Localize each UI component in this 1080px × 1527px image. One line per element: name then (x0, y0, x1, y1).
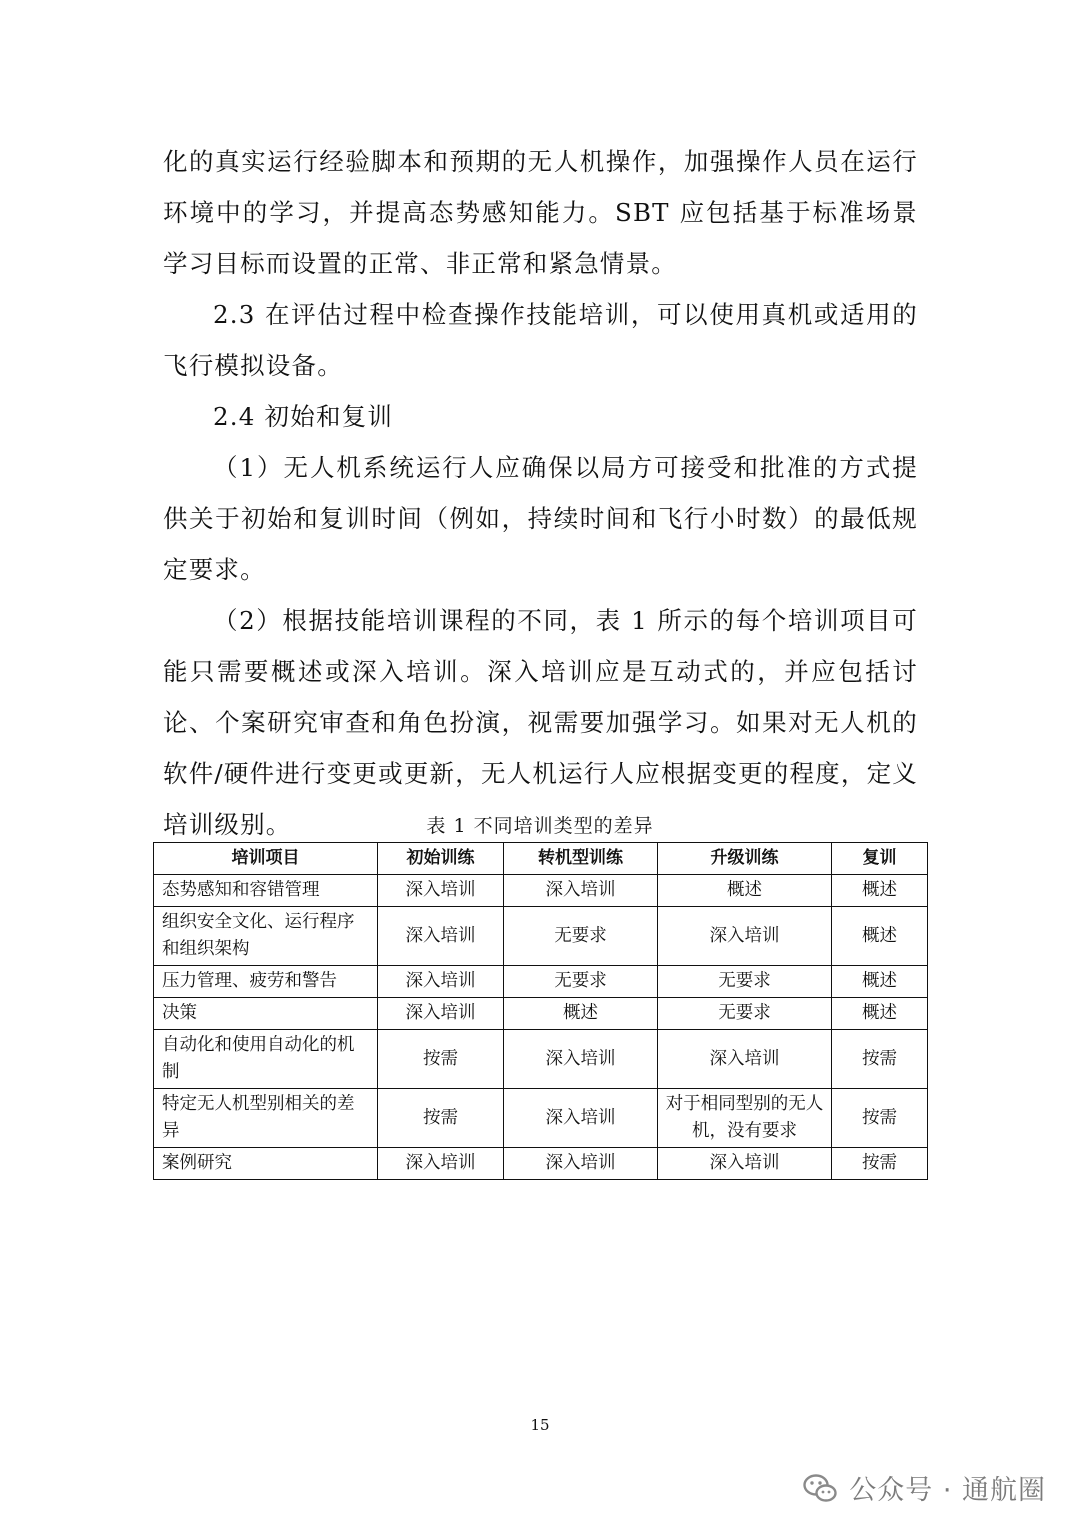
header-type-transition-training: 转机型训练 (504, 843, 658, 875)
cell-item: 组织安全文化、运行程序和组织架构 (154, 907, 378, 966)
wechat-watermark (803, 1468, 1046, 1507)
cell-transition: 无要求 (504, 907, 658, 966)
paragraph-item-2: （2）根据技能培训课程的不同，表 1 所示的每个培训项目可能只需要概述或深入培训。深入培训应是互动式的，并应包括讨论、个案研究审查和角色扮演，视需要加强学习。如果对无人机的软件/硬件进行变更或更新，无人机运行人应根据变更的程度，定义培训级别。 (163, 606, 918, 839)
cell-item: 自动化和使用自动化的机制 (154, 1030, 378, 1089)
header-initial-training: 初始训练 (378, 843, 504, 875)
cell-initial: 按需 (378, 1089, 504, 1148)
cell-recurrent: 概述 (832, 966, 928, 998)
cell-initial: 深入培训 (378, 1148, 504, 1180)
cell-upgrade: 深入培训 (658, 1030, 832, 1089)
cell-recurrent: 按需 (832, 1148, 928, 1180)
training-differences-table (153, 842, 928, 1180)
cell-initial: 深入培训 (378, 998, 504, 1030)
cell-item: 特定无人机型别相关的差异 (154, 1089, 378, 1148)
paragraph-2-3: 2.3 在评估过程中检查操作技能培训，可以使用真机或适用的飞行模拟设备。 (163, 300, 918, 380)
cell-upgrade: 无要求 (658, 966, 832, 998)
page-number: 15 (530, 1416, 550, 1434)
table-header-row (154, 843, 928, 875)
table-row (154, 907, 928, 966)
cell-recurrent: 概述 (832, 875, 928, 907)
cell-item: 态势感知和容错管理 (154, 875, 378, 907)
header-upgrade-training: 升级训练 (658, 843, 832, 875)
header-training-item: 培训项目 (154, 843, 378, 875)
cell-initial: 按需 (378, 1030, 504, 1089)
table-row (154, 966, 928, 998)
cell-item: 压力管理、疲劳和警告 (154, 966, 378, 998)
cell-upgrade: 深入培训 (658, 1148, 832, 1180)
table-row (154, 1089, 928, 1148)
cell-recurrent: 概述 (832, 907, 928, 966)
cell-transition: 概述 (504, 998, 658, 1030)
cell-initial: 深入培训 (378, 966, 504, 998)
cell-transition: 深入培训 (504, 1089, 658, 1148)
paragraph-sbt-continuation: 化的真实运行经验脚本和预期的无人机操作，加强操作人员在运行环境中的学习，并提高态势感知能力。SBT 应包括基于标准场景学习目标而设置的正常、非正常和紧急情景。 (163, 147, 918, 278)
watermark-text: 公众号 · 通航圈 (849, 1475, 1046, 1506)
cell-transition: 无要求 (504, 966, 658, 998)
cell-recurrent: 按需 (832, 1089, 928, 1148)
cell-upgrade: 概述 (658, 875, 832, 907)
cell-initial: 深入培训 (378, 907, 504, 966)
cell-transition: 深入培训 (504, 1030, 658, 1089)
table-row (154, 875, 928, 907)
cell-transition: 深入培训 (504, 875, 658, 907)
cell-item: 决策 (154, 998, 378, 1030)
header-recurrent-training: 复训 (832, 843, 928, 875)
paragraph-item-1: （1）无人机系统运行人应确保以局方可接受和批准的方式提供关于初始和复训时间（例如，持续时间和飞行小时数）的最低规定要求。 (163, 453, 918, 584)
cell-upgrade: 对于相同型别的无人机，没有要求 (658, 1089, 832, 1148)
cell-recurrent: 概述 (832, 998, 928, 1030)
cell-upgrade: 无要求 (658, 998, 832, 1030)
table-caption: 表 1 不同培训类型的差异 (426, 815, 654, 837)
cell-upgrade: 深入培训 (658, 907, 832, 966)
table-row (154, 998, 928, 1030)
cell-initial: 深入培训 (378, 875, 504, 907)
wechat-icon (803, 1473, 837, 1503)
table-row (154, 1030, 928, 1089)
cell-transition: 深入培训 (504, 1148, 658, 1180)
table-row (154, 1148, 928, 1180)
cell-item: 案例研究 (154, 1148, 378, 1180)
section-heading-2-4: 2.4 初始和复训 (213, 402, 394, 431)
cell-recurrent: 按需 (832, 1030, 928, 1089)
